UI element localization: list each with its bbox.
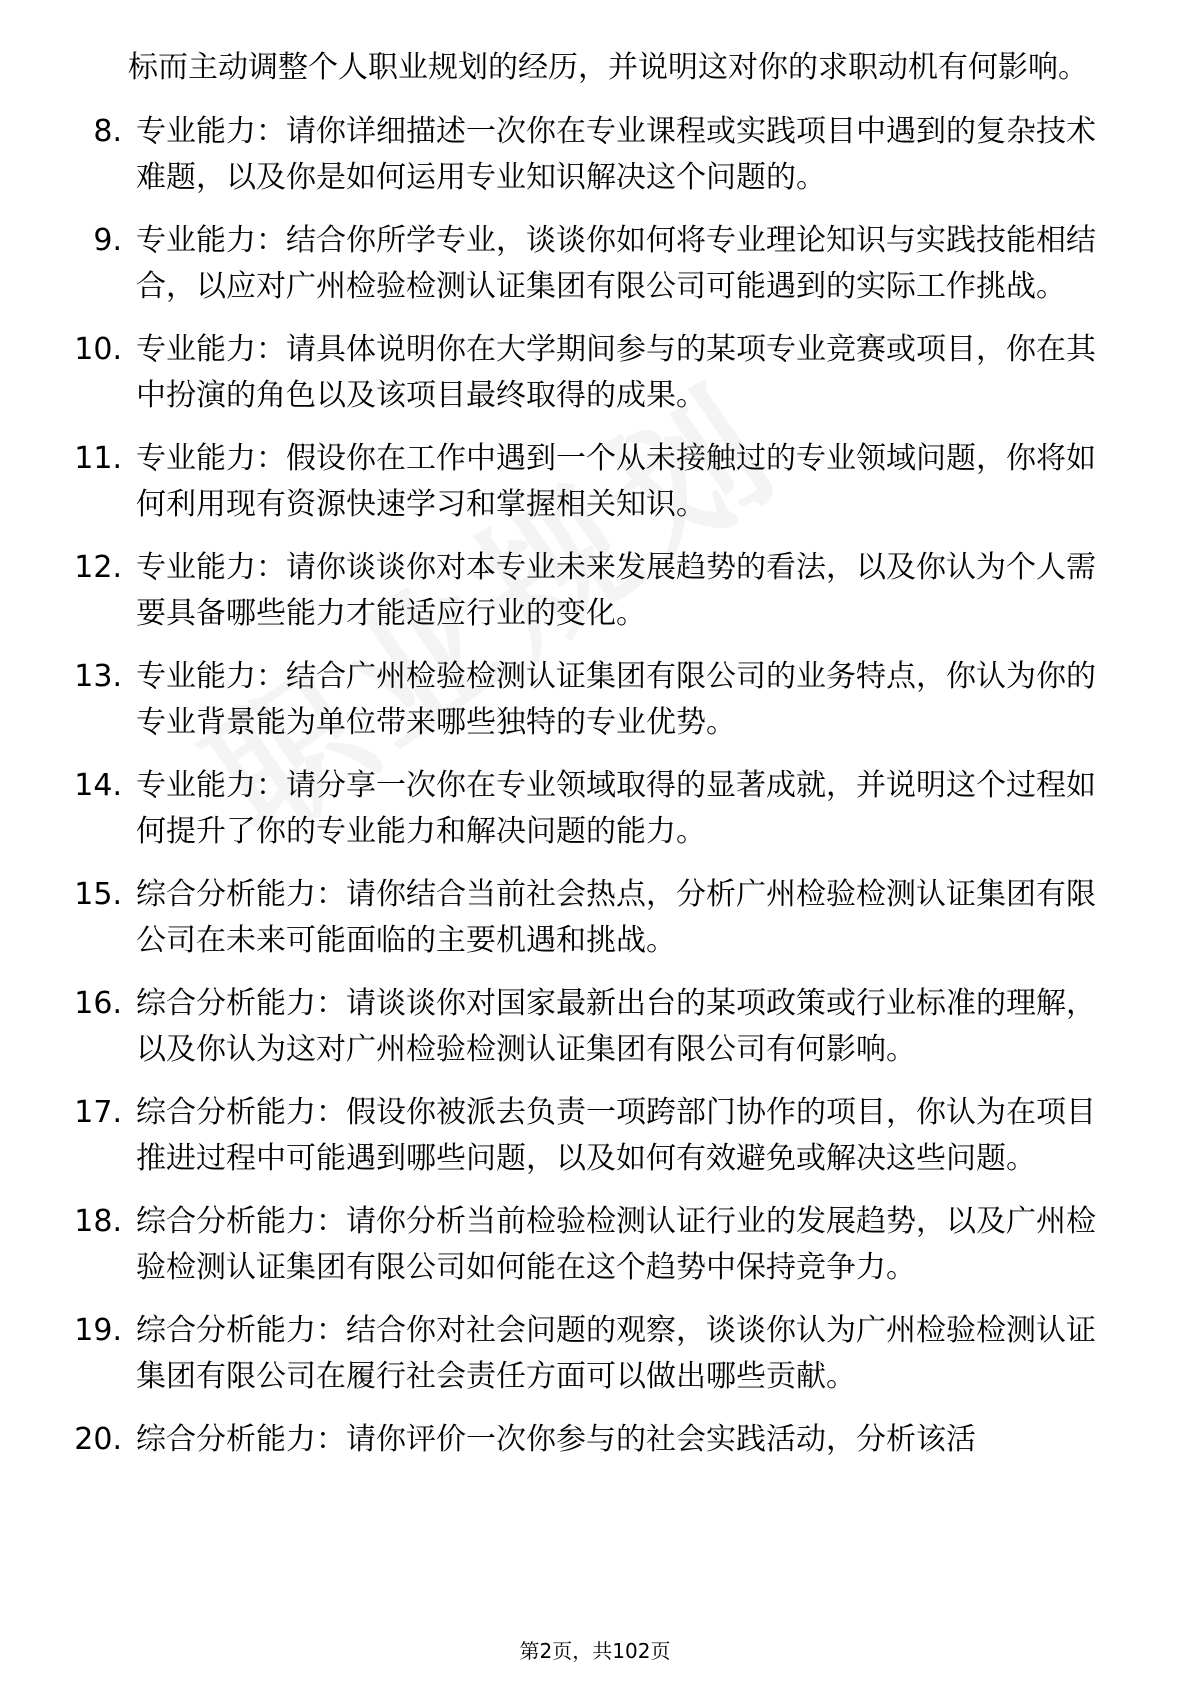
item-text: 综合分析能力：结合你对社会问题的观察，谈谈你认为广州检验检测认证集团有限公司在履行社会责任方面可以做出哪些贡献。: [136, 1313, 1096, 1394]
list-item: [60, 1308, 1120, 1400]
list-item: [60, 1199, 1120, 1291]
item-text: 专业能力：假设你在工作中遇到一个从未接触过的专业领域问题，你将如何利用现有资源快速学习和掌握相关知识。: [136, 441, 1096, 522]
continuation-paragraph: 标而主动调整个人职业规划的经历，并说明这对你的求职动机有何影响。: [128, 50, 1088, 85]
item-text: 专业能力：请分享一次你在专业领域取得的显著成就，并说明这个过程如何提升了你的专业能力和解决问题的能力。: [136, 768, 1096, 849]
list-item: [60, 981, 1120, 1073]
list-item: [60, 654, 1120, 746]
item-number: 10.: [74, 332, 122, 367]
item-number: 19.: [74, 1313, 122, 1348]
item-text: 专业能力：请你详细描述一次你在专业课程或实践项目中遇到的复杂技术难题，以及你是如何运用专业知识解决这个问题的。: [136, 114, 1096, 195]
item-text: 专业能力：结合广州检验检测认证集团有限公司的业务特点，你认为你的专业背景能为单位带来哪些独特的专业优势。: [136, 659, 1096, 740]
item-number: 16.: [74, 986, 122, 1021]
list-item: [60, 763, 1120, 855]
document-body: [60, 45, 1120, 1480]
list-item: [60, 545, 1120, 637]
list-item: [60, 1090, 1120, 1182]
item-number: 9.: [93, 223, 122, 258]
list-item: [60, 872, 1120, 964]
question-list: [60, 109, 1120, 1463]
list-item: [60, 109, 1120, 201]
item-text: 综合分析能力：请你评价一次你参与的社会实践活动，分析该活: [136, 1422, 976, 1457]
item-number: 15.: [74, 877, 122, 912]
item-text: 综合分析能力：请你结合当前社会热点，分析广州检验检测认证集团有限公司在未来可能面临的主要机遇和挑战。: [136, 877, 1096, 958]
item-number: 17.: [74, 1095, 122, 1130]
item-number: 20.: [74, 1422, 122, 1457]
item-text: 综合分析能力：请谈谈你对国家最新出台的某项政策或行业标准的理解，以及你认为这对广州检验检测认证集团有限公司有何影响。: [136, 986, 1096, 1067]
list-item: [60, 218, 1120, 310]
item-text: 综合分析能力：假设你被派去负责一项跨部门协作的项目，你认为在项目推进过程中可能遇到哪些问题，以及如何有效避免或解决这些问题。: [136, 1095, 1096, 1176]
item-number: 8.: [93, 114, 122, 149]
item-number: 12.: [74, 550, 122, 585]
item-number: 18.: [74, 1204, 122, 1239]
list-item: [60, 327, 1120, 419]
list-item: [60, 436, 1120, 528]
item-number: 13.: [74, 659, 122, 694]
item-text: 专业能力：请你谈谈你对本专业未来发展趋势的看法，以及你认为个人需要具备哪些能力才能适应行业的变化。: [136, 550, 1096, 631]
item-number: 11.: [74, 441, 122, 476]
item-text: 综合分析能力：请你分析当前检验检测认证行业的发展趋势，以及广州检验检测认证集团有限公司如何能在这个趋势中保持竞争力。: [136, 1204, 1096, 1285]
item-text: 专业能力：结合你所学专业，谈谈你如何将专业理论知识与实践技能相结合，以应对广州检验检测认证集团有限公司可能遇到的实际工作挑战。: [136, 223, 1096, 304]
item-text: 专业能力：请具体说明你在大学期间参与的某项专业竞赛或项目，你在其中扮演的角色以及该项目最终取得的成果。: [136, 332, 1096, 413]
list-item: [60, 1417, 1120, 1463]
item-number: 14.: [74, 768, 122, 803]
page-footer: 第2页，共102页: [519, 1639, 671, 1663]
